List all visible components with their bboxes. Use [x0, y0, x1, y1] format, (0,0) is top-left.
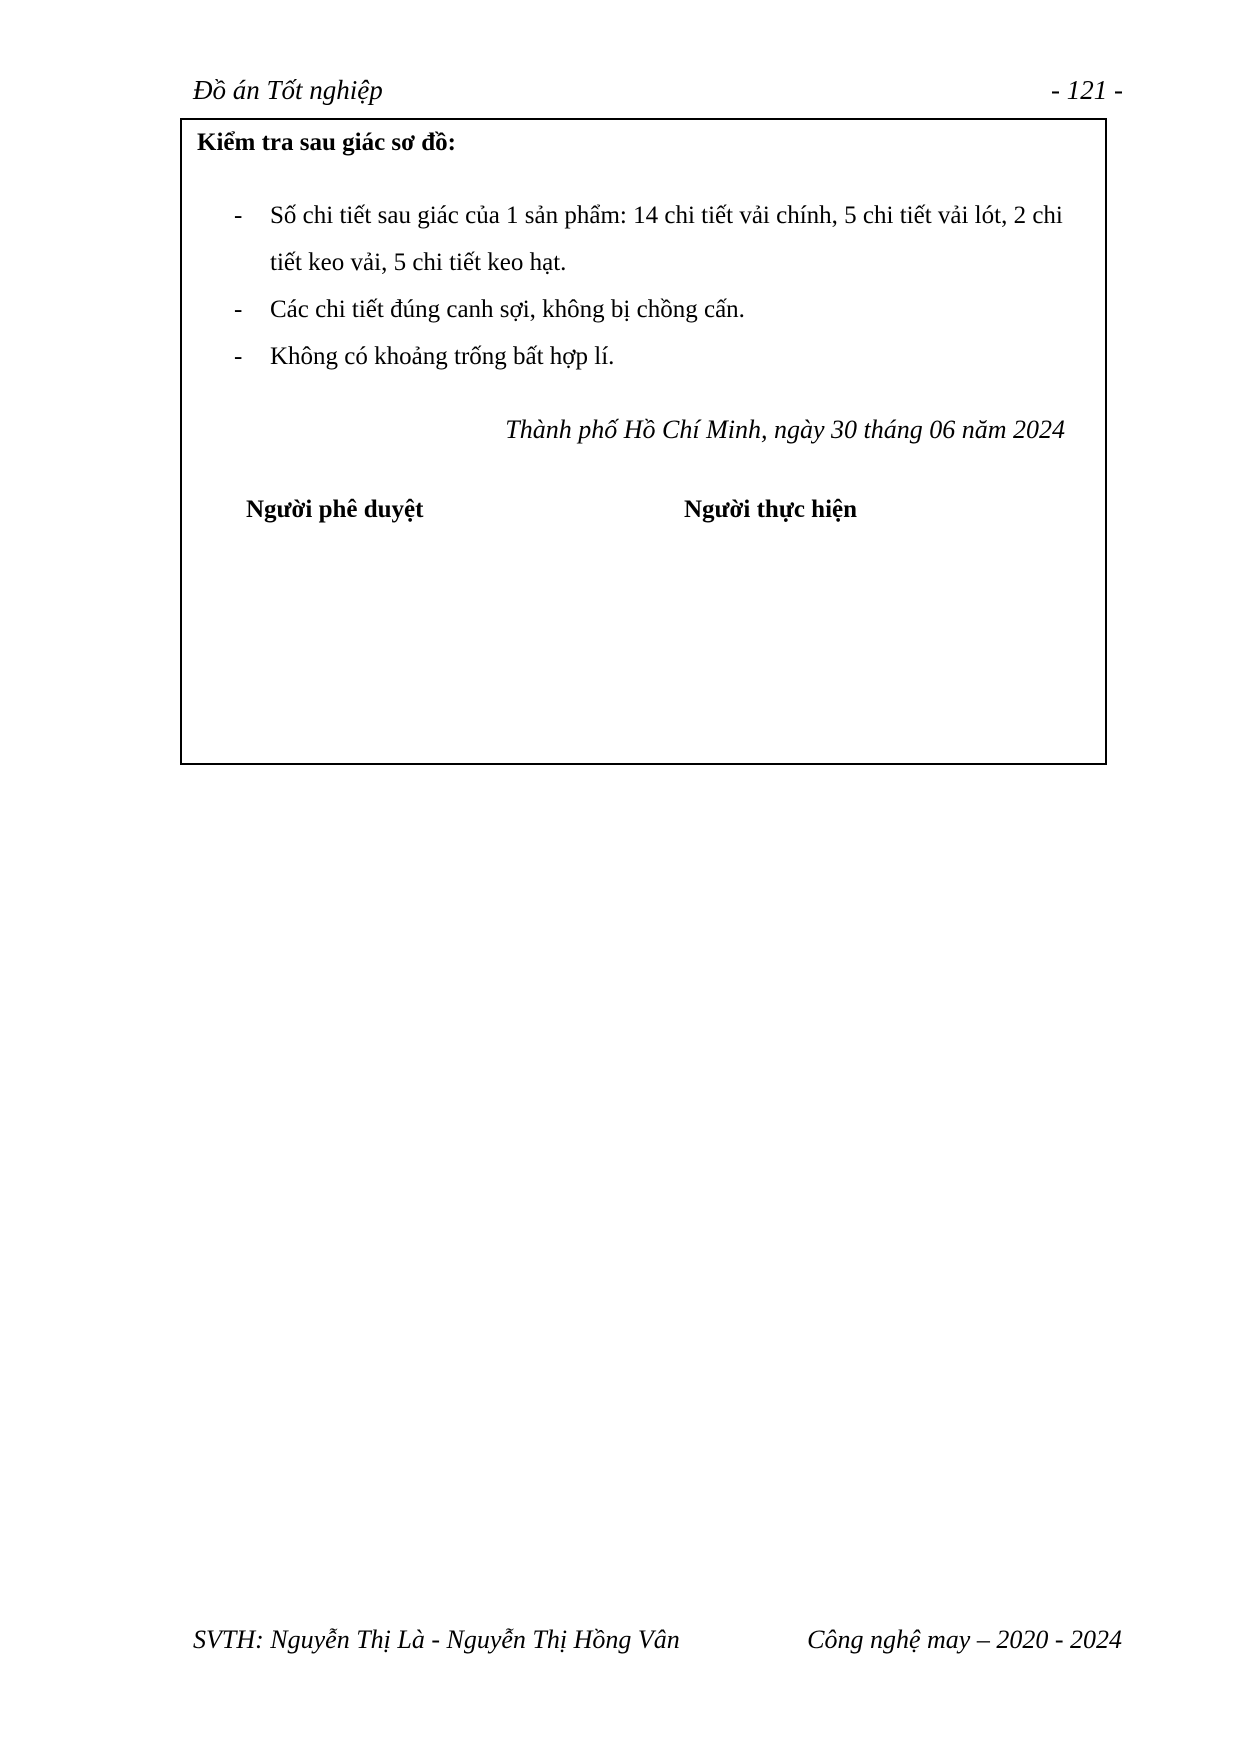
- page-number: - 121 -: [1051, 75, 1123, 105]
- performer-label: Người thực hiện: [684, 496, 858, 523]
- bullet-dash: -: [234, 296, 243, 323]
- content-frame: [180, 118, 1107, 765]
- checklist-item: [234, 333, 1094, 380]
- header-title: Đồ án Tốt nghiệp: [193, 75, 383, 105]
- footer-program: Công nghệ may – 2020 - 2024: [807, 1625, 1122, 1654]
- footer-students: SVTH: Nguyễn Thị Là - Nguyễn Thị Hồng Vân: [193, 1625, 680, 1654]
- checklist-item-text: Số chi tiết sau giác của 1 sản phẩm: 14 chi tiết vải chính, 5 chi tiết vải lót, 2 chi tiết keo vải, 5 chi tiết keo hạt.: [270, 202, 1063, 276]
- checklist-item: [234, 286, 1094, 333]
- checklist-item: [234, 192, 1094, 286]
- bullet-dash: -: [234, 202, 243, 229]
- checklist-item-text: Không có khoảng trống bất hợp lí.: [270, 343, 615, 370]
- bullet-dash: -: [234, 343, 243, 370]
- checklist: [234, 192, 1094, 380]
- approver-label: Người phê duyệt: [246, 496, 424, 523]
- checklist-item-text: Các chi tiết đúng canh sợi, không bị chồng cấn.: [270, 296, 745, 323]
- place-date: Thành phố Hồ Chí Minh, ngày 30 tháng 06 năm 2024: [505, 415, 1065, 444]
- section-title: Kiểm tra sau giác sơ đồ:: [197, 129, 456, 156]
